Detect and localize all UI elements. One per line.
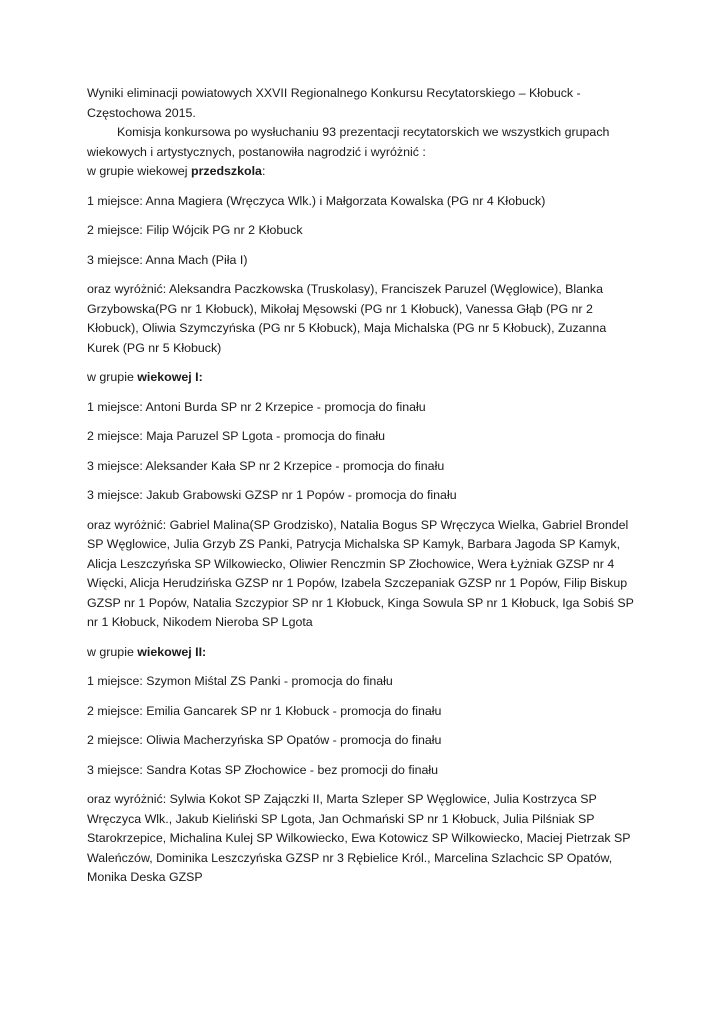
group-heading-bold: przedszkola [191, 164, 262, 178]
place-entry: 2 miejsce: Maja Paruzel SP Lgota - promocja do finału [87, 429, 385, 443]
group-heading-prefix: w grupie wiekowej [87, 164, 191, 178]
place-entry: 3 miejsce: Anna Mach (Piła I) [87, 252, 248, 267]
place-entry: 2 miejsce: Oliwia Macherzyńska SP Opatów - promocja do finału [87, 733, 442, 747]
group-heading-suffix: : [261, 164, 266, 178]
place-entry: 3 miejsce: Aleksander Kała SP nr 2 Krzepice - promocja do finału [87, 458, 445, 473]
group-heading-prefix: w grupie [87, 644, 138, 659]
group-heading-prefix: w grupie [87, 370, 138, 384]
place-entry: 2 miejsce: Emilia Gancarek SP nr 1 Kłobuck - promocja do finału [87, 703, 442, 718]
honors-paragraph: oraz wyróżnić: Aleksandra Paczkowska (Truskolasy), Franciszek Paruzel (Węglowice), Blanka Grzybowska(PG nr 1 Kłobuck), Mikołaj Męsowski (PG nr 1 Kłobuck), Vanessa Głąb (PG nr 2 Kłobuck), Oliwia Szymczyńska (PG nr 5 Kłobuck), Maja Michalska (PG nr 5 Kłobuck), Zuzanna Kurek (PG nr 5 Kłobuck) [87, 282, 607, 355]
place-entry: 2 miejsce: Filip Wójcik PG nr 2 Kłobuck [87, 223, 303, 237]
group-heading-age-2 [87, 643, 639, 663]
honors-paragraph: oraz wyróżnić: Gabriel Malina(SP Grodzisko), Natalia Bogus SP Wręczyca Wielka, Gabriel Brondel SP Węglowice, Julia Grzyb ZS Panki, Patrycja Michalska SP Kamyk, Barbara Jagoda SP Kamyk, Alicja Leszczyńska SP Wilkowiecko, Oliwier Renczmin SP Złochowice, Wera Łyżniak GZSP nr 4 Więcki, Alicja Herudzińska GZSP nr 1 Popów, Izabela Szczepaniak GZSP nr 1 Popów, Filip Biskup GZSP nr 1 Popów, Natalia Szczypior SP nr 1 Kłobuck, Kinga Sowula SP nr 1 Kłobuck, Iga Sobiś SP nr 1 Kłobuck, Nikodem Nieroba SP Lgota [87, 517, 634, 629]
place-entry: 3 miejsce: Sandra Kotas SP Złochowice - bez promocji do finału [87, 762, 439, 777]
document-page [87, 84, 639, 888]
group-heading-preschool [87, 162, 639, 182]
honors-paragraph: oraz wyróżnić: Sylwia Kokot SP Zajączki II, Marta Szleper SP Węglowice, Julia Kostrzyca SP Wręczyca Wlk., Jakub Kieliński SP Lgota, Jan Ochmański SP nr 1 Kłobuck, Julia Pilśniak SP Starokrzepice, Michalina Kulej SP Wilkowiecko, Ewa Kotowicz SP Wilkowiecko, Maciej Pietrzak SP Waleńczów, Dominika Leszczyńska GZSP nr 3 Rębielice Król., Marcelina Szlachcic SP Opatów, Monika Deska GZSP [87, 792, 631, 884]
group-heading-age-1 [87, 368, 639, 388]
place-entry: 1 miejsce: Antoni Burda SP nr 2 Krzepice - promocja do finału [87, 399, 426, 414]
group-heading-bold: wiekowej II: [137, 644, 207, 659]
place-entry: 3 miejsce: Jakub Grabowski GZSP nr 1 Popów - promocja do finału [87, 488, 457, 502]
committee-statement: Komisja konkursowa po wysłuchaniu 93 prezentacji recytatorskich we wszystkich grupach wiekowych i artystycznych, postanowiła nagrodzić i wyróżnić : [87, 125, 610, 159]
document-title: Wyniki eliminacji powiatowych XXVII Regionalnego Konkursu Recytatorskiego – Kłobuck - Częstochowa 2015. [87, 86, 581, 120]
place-entry: 1 miejsce: Anna Magiera (Wręczyca Wlk.) i Małgorzata Kowalska (PG nr 4 Kłobuck) [87, 193, 546, 208]
place-entry: 1 miejsce: Szymon Miśtal ZS Panki - promocja do finału [87, 674, 393, 688]
group-heading-bold: wiekowej I: [137, 370, 203, 384]
